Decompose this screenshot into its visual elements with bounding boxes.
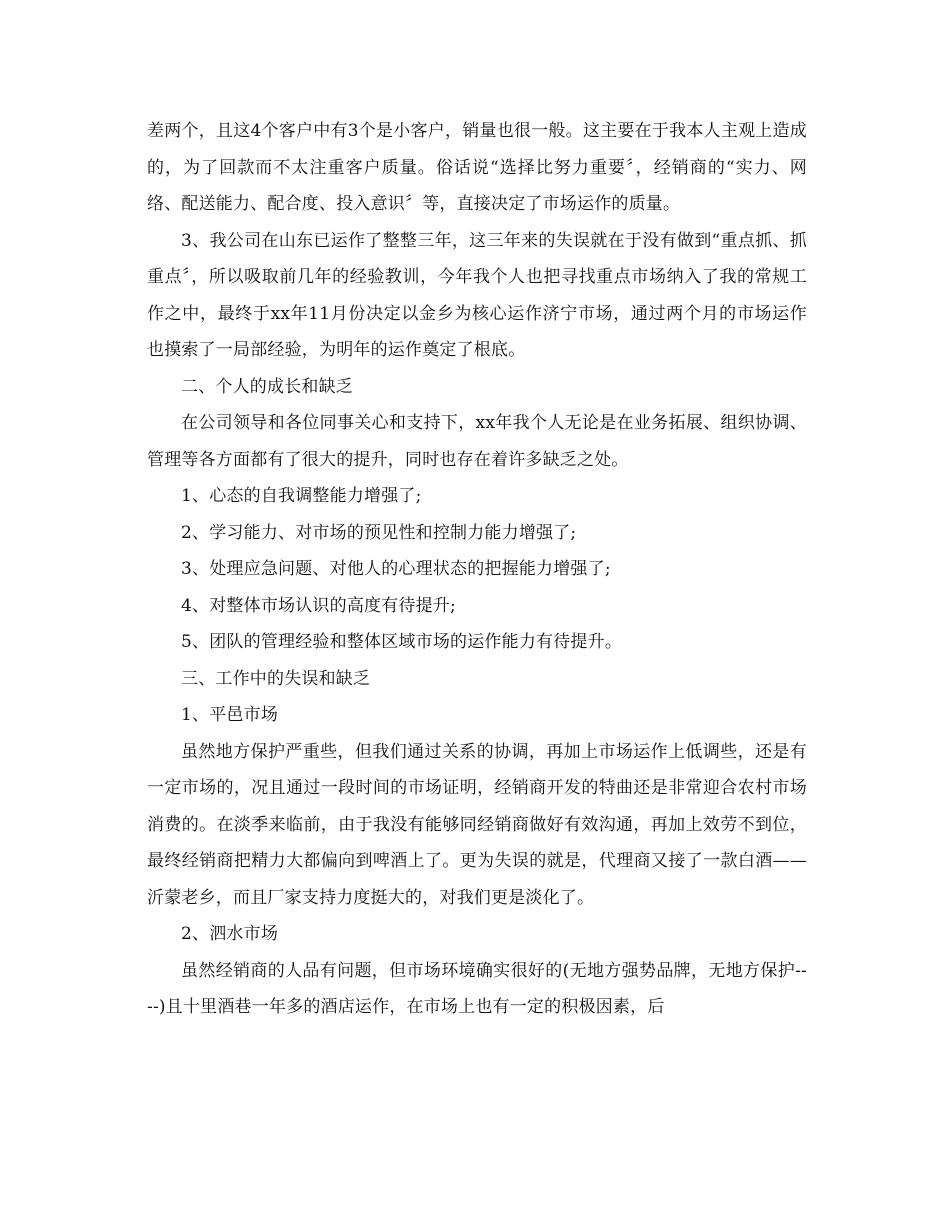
subheading-pingyi: 1、平邑市场 (181, 705, 279, 725)
list-item-3: 3、处理应急问题、对他人的心理状态的把握能力增强了; (181, 559, 611, 579)
paragraph-sishui: 虽然经销商的人品有问题，但市场环境确实很好的(无地方强势品牌，无地方保护----)且十里酒巷一年多的酒店运作，在市场上也有一定的积极因素，后 (147, 960, 807, 1017)
list-item-4: 4、对整体市场认识的高度有待提升; (181, 595, 456, 616)
section-heading-3: 三、工作中的失误和缺乏 (181, 668, 371, 689)
section-heading-2: 二、个人的成长和缺乏 (181, 376, 353, 397)
paragraph-1: 差两个，且这4个客户中有3个是小客户，销量也很一般。这主要在于我本人主观上造成的，为了回款而不太注重客户质量。俗话说“选择比努力重要〞，经销商的“实力、网络、配送能力、配合度、投入意识〞等，直接决定了市场运作的质量。 (147, 121, 807, 214)
list-item-5: 5、团队的管理经验和整体区域市场的运作能力有待提升。 (181, 632, 623, 652)
document-body (147, 113, 807, 1026)
paragraph-pingyi: 虽然地方保护严重些，但我们通过关系的协调，再加上市场运作上低调些，还是有一定市场的，况且通过一段时间的市场证明，经销商开发的特曲还是非常迎合农村市场消费的。在淡季来临前，由于我没有能够同经销商做好有效沟通，再加上效劳不到位，最终经销商把精力大都偏向到啤酒上了。更为失误的就是，代理商又接了一款白酒——沂蒙老乡，而且厂家支持力度挺大的，对我们更是淡化了。 (147, 741, 807, 908)
paragraph-2: 3、我公司在山东已运作了整整三年，这三年来的失误就在于没有做到“重点抓、抓重点〞，所以吸取前几年的经验教训，今年我个人也把寻找重点市场纳入了我的常规工作之中，最终于xx年11月份决定以金乡为核心运作济宁市场，通过两个月的市场运作也摸索了一局部经验，为明年的运作奠定了根底。 (147, 230, 807, 360)
list-item-2: 2、学习能力、对市场的预见性和控制力能力增强了; (181, 522, 577, 543)
paragraph-4: 在公司领导和各位同事关心和支持下，xx年我个人无论是在业务拓展、组织协调、管理等各方面都有了很大的提升，同时也存在着许多缺乏之处。 (147, 413, 807, 470)
subheading-sishui: 2、泗水市场 (181, 924, 279, 944)
list-item-1: 1、心态的自我调整能力增强了; (181, 486, 422, 506)
